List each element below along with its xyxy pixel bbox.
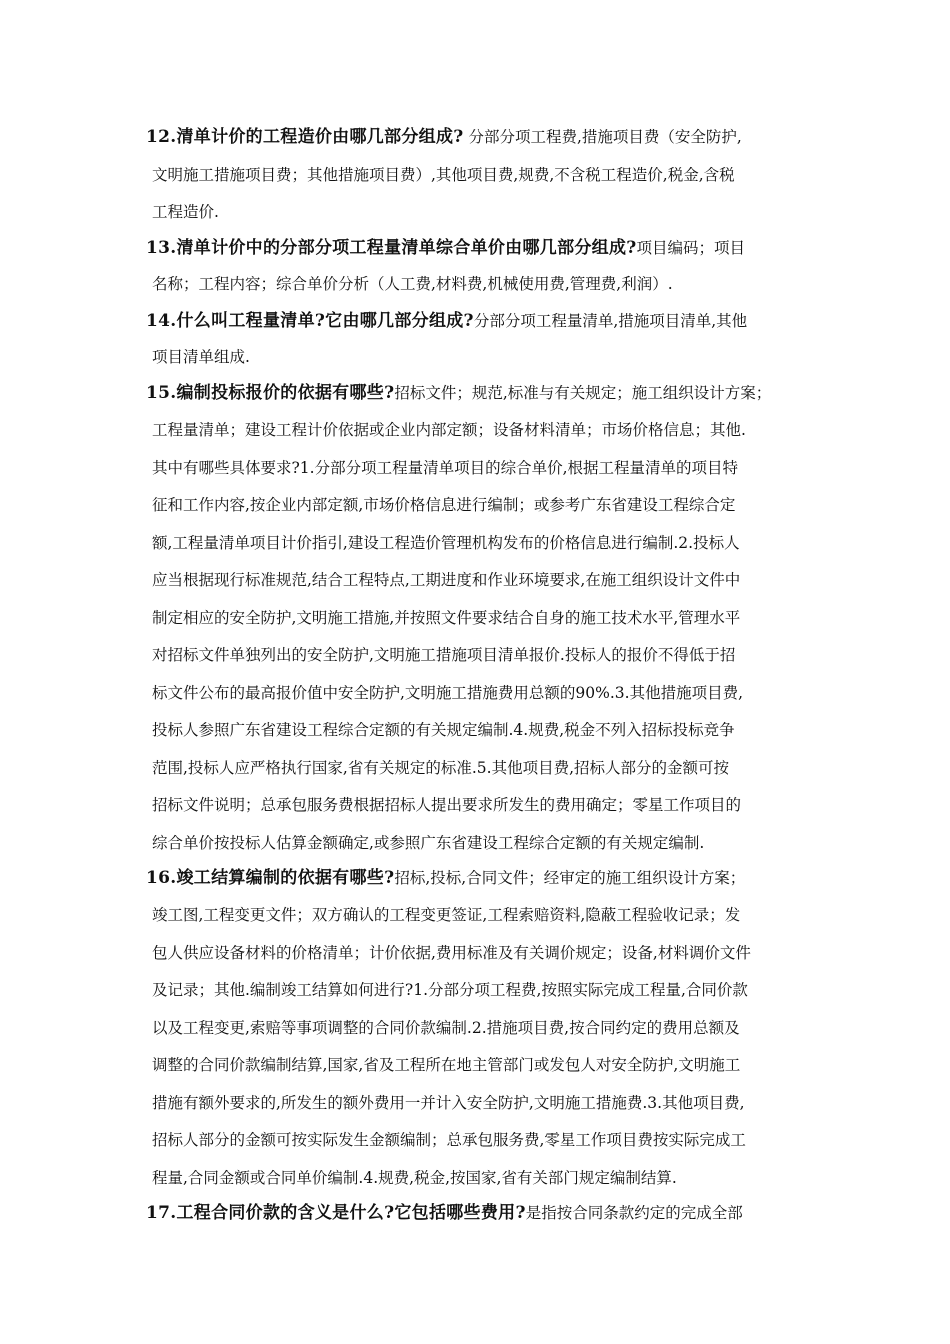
answer-text: 项目编码；项目	[636, 239, 746, 257]
qa-line	[146, 1202, 743, 1224]
answer-line: 名称；工程内容；综合单价分析（人工费,材料费,机械使用费,管理费,利润）.	[152, 275, 673, 293]
answer-line: 招标文件说明；总承包服务费根据招标人提出要求所发生的费用确定；零星工作项目的	[152, 796, 742, 814]
answer-line: 其中有哪些具体要求?1.分部分项工程量清单项目的综合单价,根据工程量清单的项目特	[152, 459, 739, 477]
answer-line: 文明施工措施项目费；其他措施项目费）,其他项目费,规费,不含税工程造价,税金,含税	[152, 166, 735, 184]
question-number: 14.	[146, 311, 177, 331]
answer-line: 程量,合同金额或合同单价编制.4.规费,税金,按国家,省有关部门规定编制结算.	[152, 1169, 677, 1187]
qa-line	[146, 237, 745, 259]
answer-line: 调整的合同价款编制结算,国家,省及工程所在地主管部门或发包人对安全防护,文明施工	[152, 1056, 741, 1074]
question-number: 13.	[146, 238, 177, 258]
answer-line: 应当根据现行标准规范,结合工程特点,工期进度和作业环境要求,在施工组织设计文件中	[152, 571, 741, 589]
question-text: 竣工结算编制的依据有哪些?	[176, 868, 395, 888]
answer-line: 制定相应的安全防护,文明施工措施,并按照文件要求结合自身的施工技术水平,管理水平	[152, 609, 741, 627]
answer-line: 招标人部分的金额可按实际发生金额编制；总承包服务费,零星工作项目费按实际完成工	[152, 1131, 746, 1149]
answer-line: 综合单价按投标人估算金额确定,或参照广东省建设工程综合定额的有关规定编制.	[152, 834, 705, 852]
answer-text: 招标,投标,合同文件；经审定的施工组织设计方案；	[394, 869, 746, 887]
question-text: 清单计价中的分部分项工程量清单综合单价由哪几部分组成?	[176, 238, 637, 258]
answer-text: 招标文件；规范,标准与有关规定；施工组织设计方案；	[394, 384, 772, 402]
answer-text: 分部分项工程量清单,措施项目清单,其他	[473, 312, 748, 330]
answer-line: 征和工作内容,按企业内部定额,市场价格信息进行编制；或参考广东省建设工程综合定	[152, 496, 736, 514]
answer-line: 额,工程量清单项目计价指引,建设工程造价管理机构发布的价格信息进行编制.2.投标人	[152, 534, 740, 552]
answer-line: 包人供应设备材料的价格清单；计价依据,费用标准及有关调价规定；设备,材料调价文件	[152, 944, 751, 962]
answer-line: 标文件公布的最高报价值中安全防护,文明施工措施费用总额的90%.3.其他措施项目费,	[152, 684, 744, 702]
answer-line: 竣工图,工程变更文件；双方确认的工程变更签证,工程索赔资料,隐蔽工程验收记录；发	[152, 906, 741, 924]
question-text: 清单计价的工程造价由哪几部分组成?	[176, 127, 464, 147]
question-number: 12.	[146, 127, 177, 147]
answer-line: 及记录；其他.编制竣工结算如何进行?1.分部分项工程费,按照实际完成工程量,合同价款	[152, 981, 748, 999]
question-number: 16.	[146, 868, 177, 888]
question-text: 工程合同价款的含义是什么?它包括哪些费用?	[176, 1203, 526, 1223]
question-number: 17.	[146, 1203, 177, 1223]
question-number: 15.	[146, 383, 177, 403]
answer-text: 分部分项工程费,措施项目费（安全防护,	[463, 128, 742, 146]
answer-line: 以及工程变更,索赔等事项调整的合同价款编制.2.措施项目费,按合同约定的费用总额及	[152, 1019, 740, 1037]
answer-line: 对招标文件单独列出的安全防护,文明施工措施项目清单报价.投标人的报价不得低于招	[152, 646, 736, 664]
question-text: 什么叫工程量清单?它由哪几部分组成?	[176, 311, 474, 331]
answer-line: 范围,投标人应严格执行国家,省有关规定的标准.5.其他项目费,招标人部分的金额可按	[152, 759, 729, 777]
answer-text: 是指按合同条款约定的完成全部	[525, 1204, 743, 1222]
answer-line: 工程造价.	[152, 203, 219, 221]
qa-line	[146, 310, 747, 332]
answer-line: 工程量清单；建设工程计价依据或企业内部定额；设备材料清单；市场价格信息；其他.	[152, 421, 746, 439]
qa-line	[146, 867, 745, 889]
qa-line	[146, 126, 742, 148]
answer-line: 投标人参照广东省建设工程综合定额的有关规定编制.4.规费,税金不列入招标投标竞争	[152, 721, 735, 739]
answer-line: 措施有额外要求的,所发生的额外费用一并计入安全防护,文明施工措施费.3.其他项目费,	[152, 1094, 745, 1112]
qa-line	[146, 382, 771, 404]
answer-line: 项目清单组成.	[152, 348, 250, 366]
question-text: 编制投标报价的依据有哪些?	[176, 383, 395, 403]
